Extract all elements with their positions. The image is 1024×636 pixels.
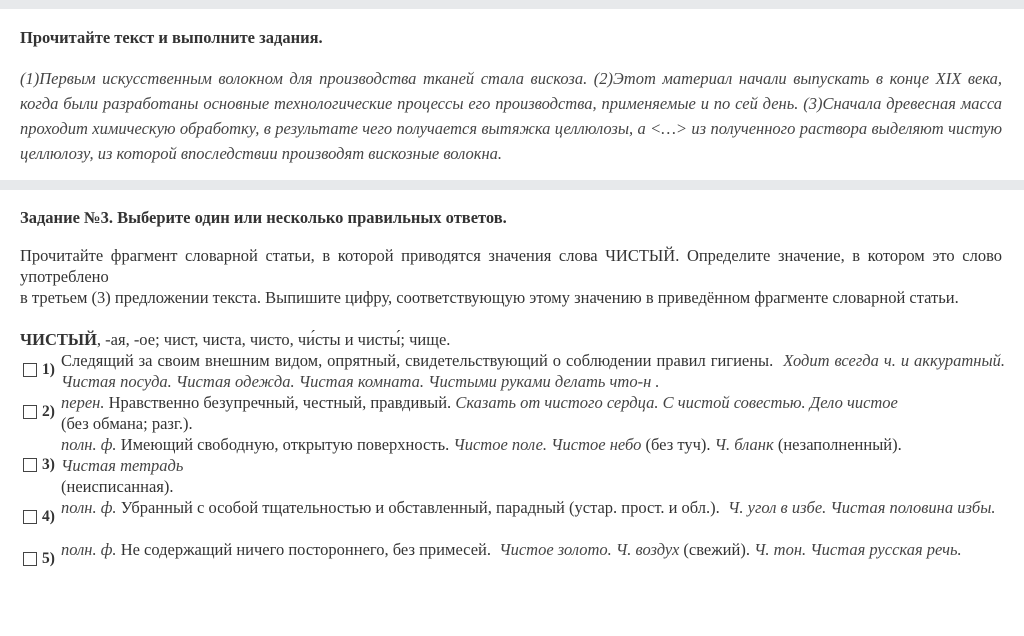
option-4-label: полн. ф. bbox=[61, 498, 117, 517]
option-checkbox-2[interactable] bbox=[23, 405, 37, 419]
option-number-3: 3) bbox=[42, 456, 55, 473]
top-divider bbox=[0, 0, 1024, 9]
option-checkbox-1[interactable] bbox=[23, 363, 37, 377]
option-text-2 bbox=[61, 392, 1005, 434]
reading-heading: Прочитайте текст и выполните задания. bbox=[20, 28, 323, 47]
option-checkbox-3[interactable] bbox=[23, 458, 37, 472]
option-5-note: (свежий). bbox=[683, 540, 750, 559]
entry-forms: , -ая, -ое; чист, чиста, чисто, чи́сты и чисты́; чище. bbox=[96, 330, 451, 349]
option-4-definition: Убранный с особой тщательностью и обставленный, парадный (устар. прост. и обл.). bbox=[120, 498, 720, 517]
option-5-label: полн. ф. bbox=[61, 540, 117, 559]
instruction-line-1: Прочитайте фрагмент словарной статьи, в которой приводятся значения слова ЧИСТЫЙ. Определите значение, в котором это слово употреблено bbox=[20, 246, 1002, 286]
option-text-3 bbox=[61, 434, 1005, 497]
option-3-example-1: Чистое поле. Чистое небо bbox=[453, 435, 642, 454]
option-number-4: 4) bbox=[42, 508, 55, 525]
option-2-examples: Сказать от чистого сердца. С чистой совестью. Дело чистое bbox=[455, 393, 898, 412]
option-text-4 bbox=[61, 497, 1005, 518]
dictionary-entry-header bbox=[20, 329, 450, 350]
task-section bbox=[0, 190, 1024, 636]
option-3-example-2: Ч. бланк bbox=[714, 435, 774, 454]
option-5-definition: Не содержащий ничего постороннего, без примесей. bbox=[120, 540, 491, 559]
option-3-label: полн. ф. bbox=[61, 435, 117, 454]
task-instruction bbox=[20, 245, 1002, 308]
option-text-1 bbox=[61, 350, 1005, 392]
option-2-note: (без обмана; разг.). bbox=[61, 414, 193, 433]
option-1-examples: Ходит всегда ч. и аккуратный. Чистая посуда. Чистая одежда. Чистая комната. Чистыми руками делать что-н . bbox=[61, 351, 1005, 391]
option-5-example-1: Чистое золото. Ч. воздух bbox=[499, 540, 680, 559]
option-3-note-2: (незаполненный). bbox=[777, 435, 902, 454]
option-3-note-3: (неисписанная). bbox=[61, 477, 174, 496]
option-5-example-2: Ч. тон. Чистая русская речь. bbox=[754, 540, 962, 559]
entry-headword: ЧИСТЫЙ bbox=[20, 330, 97, 349]
answer-option-3[interactable] bbox=[20, 434, 1005, 497]
section-divider bbox=[0, 180, 1024, 190]
option-2-definition: Нравственно безупречный, честный, правдивый. bbox=[108, 393, 452, 412]
option-2-label: перен. bbox=[61, 393, 105, 412]
option-4-examples: Ч. угол в избе. Чистая половина избы. bbox=[728, 498, 996, 517]
option-number-2: 2) bbox=[42, 403, 55, 420]
reading-section bbox=[0, 9, 1024, 180]
option-1-definition: Следящий за своим внешним видом, опрятный, свидетельствующий о соблюдении правил гигиены. bbox=[61, 351, 774, 370]
option-3-definition: Имеющий свободную, открытую поверхность. bbox=[120, 435, 450, 454]
answer-option-5[interactable] bbox=[20, 539, 1005, 581]
option-number-5: 5) bbox=[42, 550, 55, 567]
answer-option-4[interactable] bbox=[20, 497, 1005, 539]
option-number-1: 1) bbox=[42, 361, 55, 378]
option-checkbox-4[interactable] bbox=[23, 510, 37, 524]
answer-option-1[interactable] bbox=[20, 350, 1005, 392]
task-heading: Задание №3. Выберите один или несколько правильных ответов. bbox=[20, 208, 507, 227]
reading-passage: (1)Первым искусственным волокном для производства тканей стала вискоза. (2)Этот материал начали выпускать в конце XIX века, когда были разработаны основные технологические процессы его производства, применяемые и по сей день. (3)Сначала древесная масса проходит химическую обработку, в результате чего получается вытяжка целлюлозы, а <…> из полученного раствора выделяют чистую целлюлозу, из которой впоследствии производят вискозные волокна. bbox=[20, 69, 1002, 163]
answer-option-2[interactable] bbox=[20, 392, 1005, 434]
instruction-line-2: в третьем (3) предложении текста. Выпишите цифру, соответствующую этому значению в приведённом фрагменте словарной статьи. bbox=[20, 288, 959, 307]
option-text-5 bbox=[61, 539, 1005, 560]
option-3-note-1: (без туч). bbox=[645, 435, 711, 454]
option-3-example-3: Чистая тетрадь bbox=[61, 456, 184, 475]
option-checkbox-5[interactable] bbox=[23, 552, 37, 566]
